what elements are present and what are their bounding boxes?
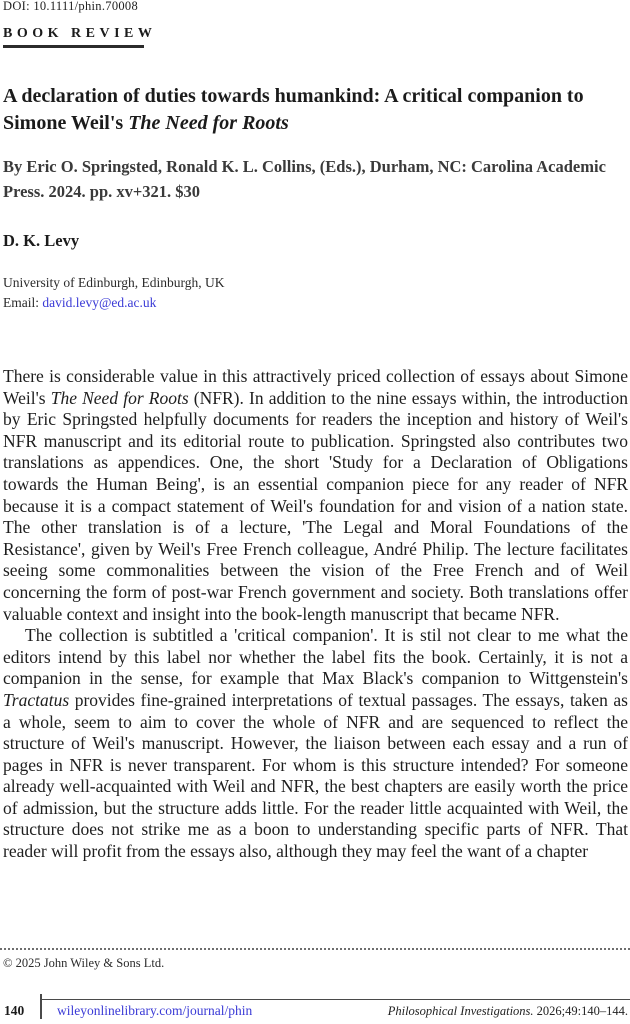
journal-citation: Philosophical Investigations. 2026;49:140–144. — [387, 1004, 628, 1018]
copyright-notice: © 2025 John Wiley & Sons Ltd. — [3, 956, 165, 970]
article-body — [3, 366, 628, 863]
book-byline: By Eric O. Springsted, Ronald K. L. Collins, (Eds.), Durham, NC: Carolina Academic Press. 2024. pp. xv+321. $30 — [3, 157, 606, 201]
doi-text: DOI: 10.1111/phin.70008 — [3, 0, 139, 13]
paragraph-2: The collection is subtitled a 'critical companion'. It is stil not clear to me what the editors intend by this label nor whether the label fits the book. Certainly, it is not a companion in the sense, for example that Max Black's companion to Wittgenstein's Tractatus provides fine-grained interpretations of textual passages. The essays, taken as a whole, seem to aim to cover the whole of NFR and are sequenced to reflect the structure of Weil's manuscript. However, the liaison between each essay and a run of pages in NFR is never transparent. For whom is this structure intended? For someone already well-acquainted with Weil and NFR, the best chapters are easily worth the price of admission, but the structure adds little. For the reader little acquainted with Weil, the structure does not strike me as a boon to understanding specific parts of NFR. That reader will profit from the essays also, although they may feel the want of a chapter — [3, 625, 628, 862]
footnote-dotted-rule — [0, 948, 630, 950]
author-name: D. K. Levy — [3, 231, 80, 250]
author-email-line — [3, 295, 156, 311]
paragraph-1: There is considerable value in this attractively priced collection of essays about Simone Weil's The Need for Roots (NFR). In addition to the nine essays within, the introduction by Eric Springsted helpfully documents for readers the inception and history of Weil's NFR manuscript and its editorial route to publication. Springsted also contributes two translations as appendices. One, the short 'Study for a Declaration of Obligations towards the Human Being', is an essential companion piece for any reader of NFR because it is a compact statement of Weil's foundation for and vision of a nation state. The other translation is of a lecture, 'The Legal and Moral Foundations of the Resistance', given by Weil's Free French colleague, André Philip. The lecture facilitates seeing some commonalities between the vision of the Free French and of Weil concerning the form of post-war French government and society. Both translations offer valuable context and insight into the book-length manuscript that became NFR. — [3, 366, 628, 624]
journal-url-link[interactable]: wileyonlinelibrary.com/journal/phin — [57, 1003, 253, 1018]
footer-divider-bar — [40, 994, 42, 1019]
page-number: 140 — [4, 1003, 25, 1018]
email-link[interactable]: david.levy@ed.ac.uk — [42, 295, 157, 310]
section-rule — [3, 45, 144, 48]
footer-rule — [40, 999, 630, 1000]
article-title: A declaration of duties towards humankind: A critical companion to Simone Weil's The Need for Roots — [3, 85, 584, 134]
email-label: Email: — [3, 295, 43, 310]
author-affiliation: University of Edinburgh, Edinburgh, UK — [3, 275, 225, 290]
section-label: BOOK REVIEW — [3, 26, 157, 41]
